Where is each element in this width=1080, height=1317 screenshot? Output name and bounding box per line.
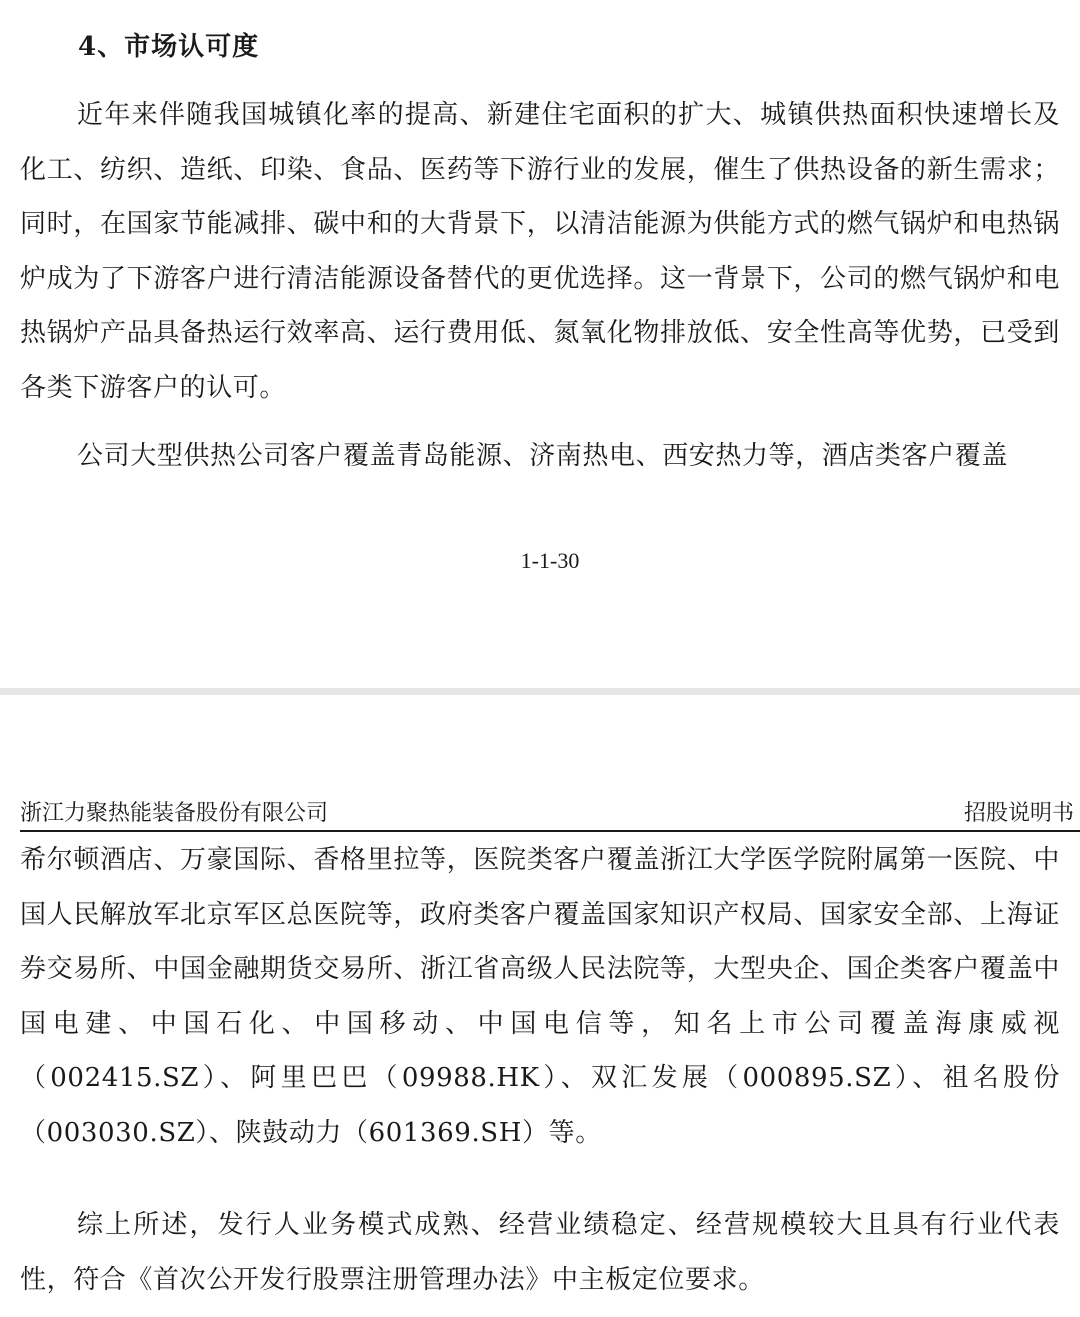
header-document-type: 招股说明书	[963, 801, 1074, 826]
paragraph-market-background: 近年来伴随我国城镇化率的提高、新建住宅面积的扩大、城镇供热面积快速增长及化工、纺织、造纸、印染、食品、医药等下游行业的发展，催生了供热设备的新生需求；同时，在国家节能减排、碳中和的大背景下，以清洁能源为供能方式的燃气锅炉和电热锅炉成为了下游客户进行清洁能源设备替代的更优选择。这一背景下，公司的燃气锅炉和电热锅炉产品具备热运行效率高、运行费用低、氮氧化物排放低、安全性高等优势，已受到各类下游客户的认可。	[20, 100, 1060, 403]
page-number: 1-1-30	[520, 548, 580, 573]
page-separator	[0, 688, 1080, 695]
paragraph-conclusion: 综上所述，发行人业务模式成熟、经营业绩稳定、经营规模较大且具有行业代表性，符合《首次公开发行股票注册管理办法》中主板定位要求。	[20, 1210, 1060, 1295]
paragraph-customers-start: 公司大型供热公司客户覆盖青岛能源、济南热电、西安热力等，酒店类客户覆盖	[77, 441, 1009, 471]
header-company-name: 浙江力聚热能装备股份有限公司	[20, 801, 329, 826]
paragraph-customers-continued: 希尔顿酒店、万豪国际、香格里拉等，医院类客户覆盖浙江大学医学院附属第一医院、中国人民解放军北京军区总医院等，政府类客户覆盖国家知识产权局、国家安全部、上海证券交易所、中国金融期货交易所、浙江省高级人民法院等，大型央企、国企类客户覆盖中国电建、中国石化、中国移动、中国电信等，知名上市公司覆盖海康威视（002415.SZ）、阿里巴巴（09988.HK）、双汇发展（000895.SZ）、祖名股份（003030.SZ）、陕鼓动力（601369.SH）等。	[20, 845, 1060, 1148]
running-header	[20, 794, 1080, 832]
section-heading: 4、市场认可度	[78, 32, 260, 62]
